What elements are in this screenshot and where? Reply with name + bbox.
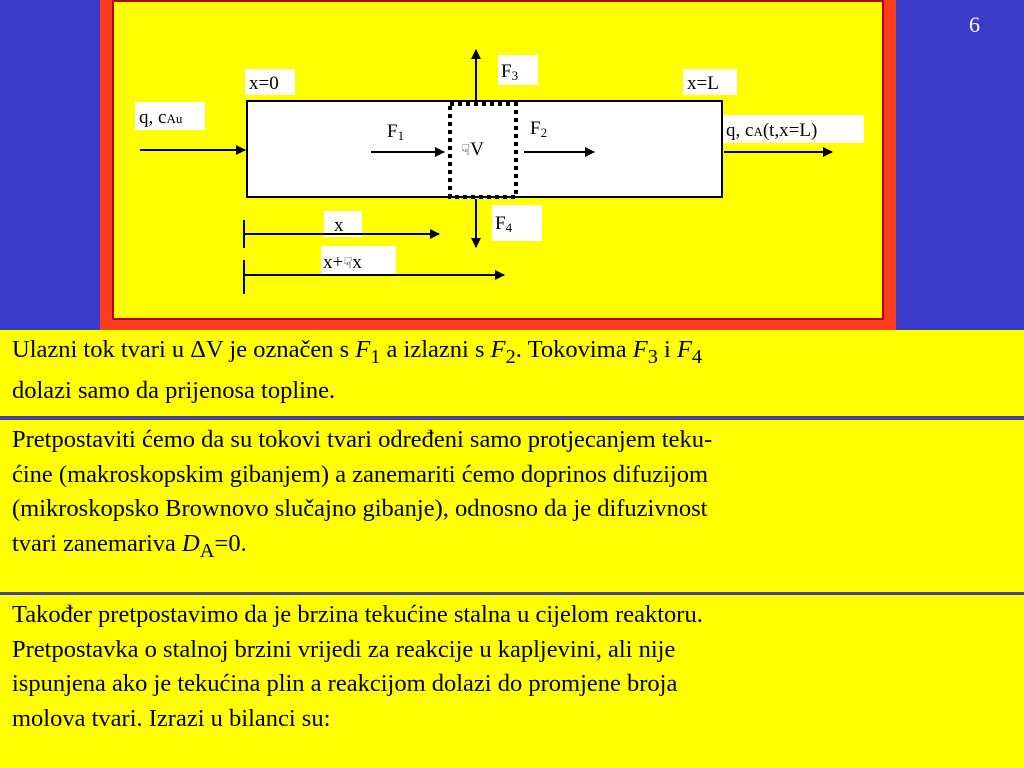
paragraph-assumption-diffusion (0, 420, 1024, 592)
reactor-tube (247, 101, 722, 197)
f4-label: F4 (495, 213, 513, 235)
p2-line-4-end: =0. (214, 529, 247, 557)
p2-line-4: tvari zanemariva (12, 529, 183, 557)
page-number: 6 (969, 12, 980, 37)
p1-s3: 3 (647, 345, 658, 368)
paragraph-assumption-velocity (0, 595, 1024, 768)
p2-line-1: Pretpostaviti ćemo da su tokovi tvari određeni samo protjecanjem teku- (12, 426, 713, 453)
divider-1 (0, 417, 1024, 419)
f3-label: F3 (501, 61, 519, 83)
divider-2 (0, 592, 1024, 594)
x0-label: x=0 (249, 73, 279, 94)
p1-text-4: i (657, 336, 677, 363)
p1-text-1: Ulazni tok tvari u ΔV je označen s (12, 336, 356, 363)
p1-f2: F (490, 336, 506, 363)
reactor-diagram (114, 2, 886, 322)
p2-ds: A (199, 539, 215, 562)
p2-line-3: (mikroskopsko Brownovo slučajno gibanje), odnosno da je difuzivnost (12, 495, 708, 522)
p3-line-4: molova tvari. Izrazi u bilanci su: (12, 704, 331, 732)
x-plus-dx-label: x+☟x (323, 252, 362, 273)
p1-text-3: . Tokovima (515, 336, 633, 363)
x-label: x (334, 215, 344, 236)
p2-line-2: ćine (makroskopskim gibanjem) a zanemariti ćemo doprinos difuzijom (12, 460, 709, 488)
inlet-label: q, cAu (139, 107, 183, 128)
p3-line-2: Pretpostavka o stalnoj brzini vrijedi za reakcije u kapljevini, ali nije (12, 635, 676, 663)
xL-label: x=L (687, 73, 719, 94)
p1-s2: 2 (505, 345, 516, 368)
p3-line-1: Također pretpostavimo da je brzina tekućine stalna u cijelom reaktoru. (12, 601, 703, 628)
figure-panel (112, 0, 884, 320)
p1-s4: 4 (691, 345, 703, 368)
paragraph-flows (0, 330, 1024, 416)
p3-line-3: ispunjena ako je tekućina plin a reakcijom dolazi do promjene broja (12, 670, 678, 697)
f1-label: F1 (387, 121, 405, 143)
f2-label: F2 (530, 118, 548, 140)
p1-f3: F (632, 336, 648, 363)
reactor-figure (100, 0, 896, 330)
p1-s1: 1 (370, 345, 381, 368)
p1-f4: F (676, 336, 692, 363)
outlet-label: q, cA(t,x=L) (726, 120, 818, 141)
p1-f1: F (355, 336, 371, 363)
p2-d: D (182, 529, 200, 557)
p1-text-5: dolazi samo da prijenosa topline. (12, 377, 336, 405)
delta-v-label: ☟V (461, 139, 484, 160)
p1-text-2: a izlazni s (380, 336, 491, 363)
